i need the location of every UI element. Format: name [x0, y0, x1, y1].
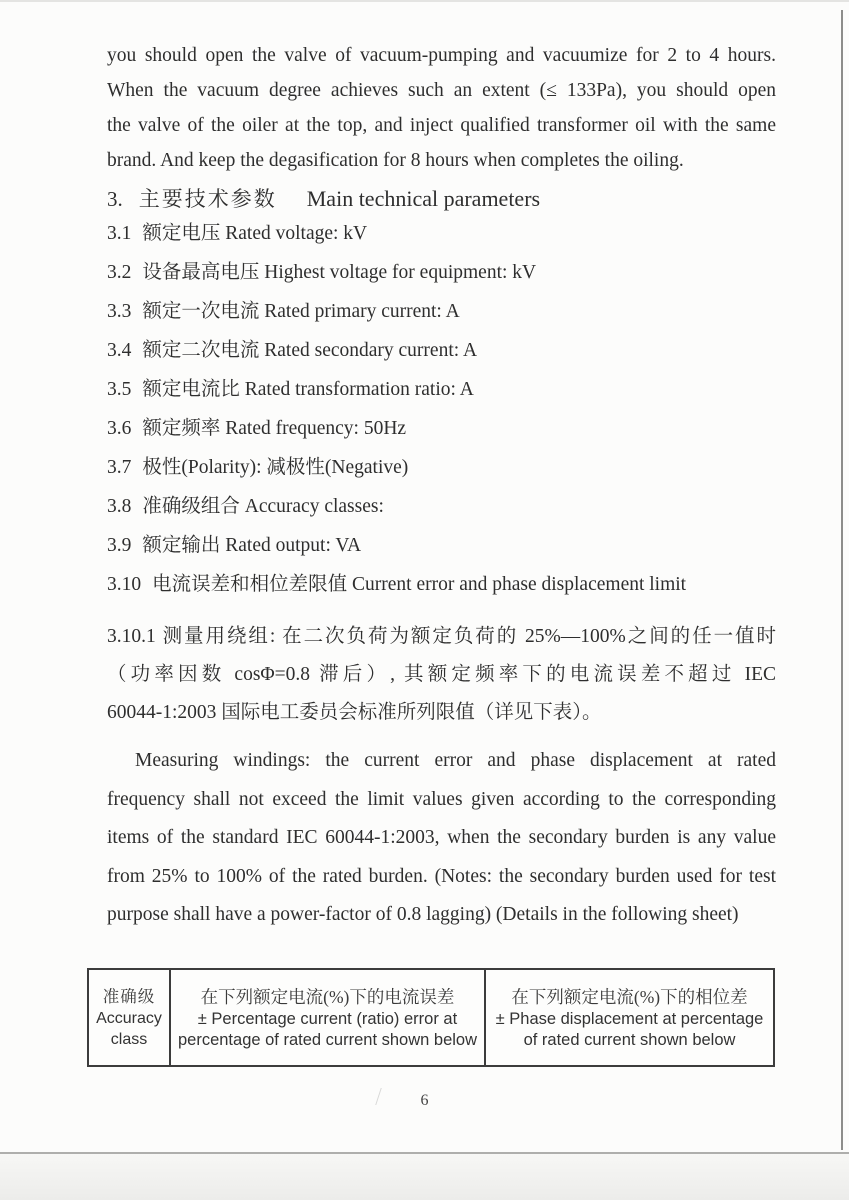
- list-item: [107, 409, 776, 448]
- list-item: [107, 214, 776, 253]
- table-header-en: ± Percentage current (ratio) error at: [197, 1010, 458, 1028]
- paragraph-line: When the vacuum degree achieves such an extent (≤ 133Pa), you should open: [107, 80, 776, 101]
- list-item: [107, 292, 776, 331]
- parameter-list: [107, 214, 776, 604]
- item-text: 额定电流比 Rated transformation ratio: A: [142, 379, 474, 400]
- section-heading: [107, 183, 776, 213]
- list-item: [107, 526, 776, 565]
- table-header-en: of rated current shown below: [523, 1030, 736, 1049]
- paragraph-line: 3.10.1 测量用绕组: 在二次负荷为额定负荷的 25%—100%之间的任一值时: [107, 626, 776, 647]
- item-text: 准确级组合 Accuracy classes:: [142, 496, 384, 517]
- item-text: 额定输出 Rated output: VA: [142, 535, 362, 556]
- scanner-background: [0, 1154, 849, 1200]
- table-header-en: percentage of rated current shown below: [177, 1030, 477, 1049]
- clause-3-10-1-paragraph: [107, 618, 776, 732]
- item-number: 3.9: [107, 535, 132, 556]
- item-text: 设备最高电压 Highest voltage for equipment: kV: [142, 262, 537, 283]
- paragraph-line: items of the standard IEC 60044-1:2003, when the secondary burden is any value: [107, 827, 776, 848]
- table-header-current-error: [169, 970, 484, 1065]
- list-item: [107, 370, 776, 409]
- item-text: 额定二次电流 Rated secondary current: A: [142, 340, 478, 361]
- paragraph-line: frequency shall not exceed the limit values given according to the corresponding: [107, 788, 776, 810]
- list-item: [107, 487, 776, 526]
- table-header-accuracy-class: [89, 970, 169, 1065]
- table-header-phase-displacement: [484, 970, 773, 1065]
- section-title-zh: 主要技术参数: [138, 187, 277, 211]
- paragraph-line: Measuring windings: the current error and phase displacement at rated: [135, 750, 776, 771]
- table-header-zh: 准确级: [102, 987, 156, 1006]
- list-item: [107, 253, 776, 292]
- list-item: [107, 448, 776, 487]
- item-text: 额定一次电流 Rated primary current: A: [142, 301, 460, 322]
- table-header-en: Accuracy: [96, 1010, 162, 1027]
- paragraph-line: 60044-1:2003 国际电工委员会标准所列限值（详见下表）。: [107, 702, 602, 723]
- list-item: [107, 565, 776, 604]
- scan-right-edge: [841, 10, 843, 1150]
- item-number: 3.5: [107, 379, 132, 400]
- item-number: 3.6: [107, 418, 132, 439]
- section-number: 3.: [107, 187, 123, 211]
- measuring-windings-paragraph: [107, 742, 776, 935]
- accuracy-table: [87, 968, 775, 1067]
- intro-paragraph: [107, 38, 776, 178]
- section-title-en: Main technical parameters: [306, 186, 541, 211]
- table-header-zh: 在下列额定电流(%)下的电流误差: [200, 987, 455, 1007]
- item-number: 3.1: [107, 223, 132, 244]
- table-header-en: class: [110, 1030, 148, 1048]
- list-item: [107, 331, 776, 370]
- item-number: 3.3: [107, 301, 132, 322]
- item-text: 额定频率 Rated frequency: 50Hz: [142, 418, 407, 439]
- item-number: 3.4: [107, 340, 132, 361]
- paragraph-line: the valve of the oiler at the top, and inject qualified transformer oil with the same: [107, 115, 776, 136]
- paragraph-line: you should open the valve of vacuum-pumping and vacuumize for 2 to 4 hours.: [107, 45, 776, 66]
- paragraph-line: brand. And keep the degasification for 8 hours when completes the oiling.: [107, 150, 684, 171]
- paragraph-line: （功率因数 cosΦ=0.8 滞后）, 其额定频率下的电流误差不超过 IEC: [107, 664, 776, 685]
- page-number: 6: [420, 1092, 429, 1109]
- item-text: 极性(Polarity): 减极性(Negative): [142, 457, 409, 478]
- item-number: 3.7: [107, 457, 132, 478]
- paragraph-line: purpose shall have a power-factor of 0.8 lagging) (Details in the following sheet): [107, 904, 739, 925]
- scan-top-edge: [0, 0, 849, 2]
- paragraph-line: from 25% to 100% of the rated burden. (Notes: the secondary burden used for test: [107, 865, 776, 887]
- table-header-zh: 在下列额定电流(%)下的相位差: [511, 987, 748, 1007]
- table-header-en: ± Phase displacement at percentage: [495, 1010, 764, 1028]
- item-number: 3.10: [107, 574, 142, 595]
- item-text: 额定电压 Rated voltage: kV: [142, 223, 368, 244]
- item-text: 电流误差和相位差限值 Current error and phase displacement limit: [152, 574, 687, 595]
- item-number: 3.8: [107, 496, 132, 517]
- item-number: 3.2: [107, 262, 132, 283]
